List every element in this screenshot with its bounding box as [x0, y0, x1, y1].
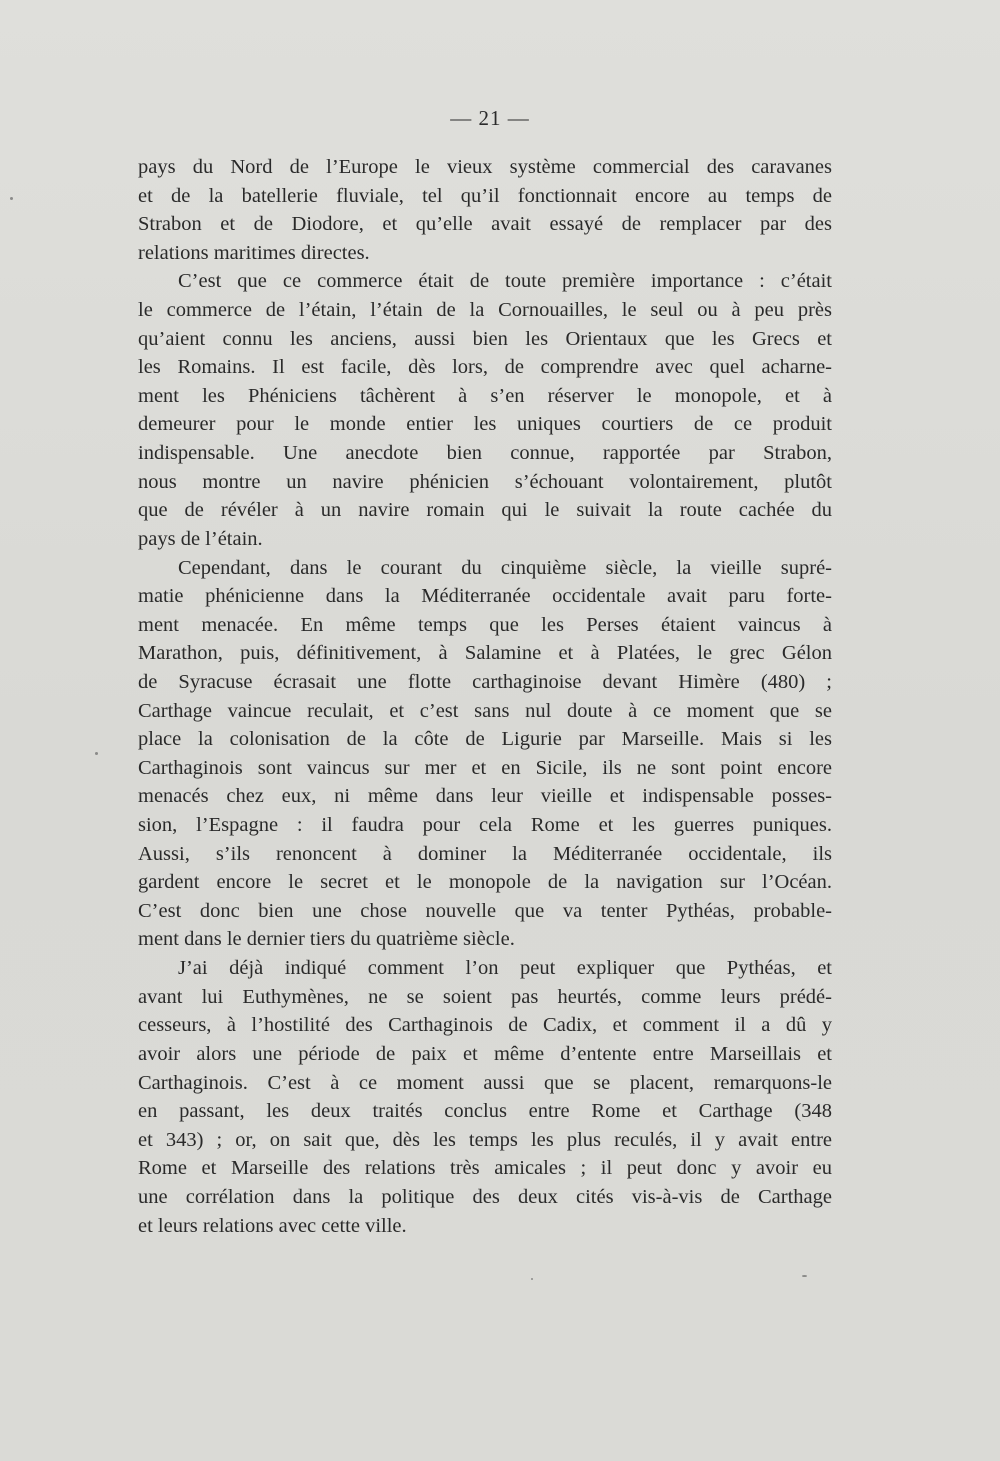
- text-line: une corrélation dans la politique des deux cités vis-à-vis de Carthage: [138, 1185, 832, 1208]
- paragraph: [138, 153, 832, 267]
- text-line: avoir alors une période de paix et même d’entente entre Marseillais et: [138, 1042, 832, 1065]
- text-line: pays de l’étain.: [138, 527, 263, 550]
- text-line: Rome et Marseille des relations très amicales ; il peut donc y avoir eu: [138, 1157, 832, 1180]
- text-line: J’ai déjà indiqué comment l’on peut expliquer que Pythéas, et: [178, 957, 832, 980]
- text-line: de Syracuse écrasait une flotte carthaginoise devant Himère (480) ;: [138, 670, 832, 693]
- text-line: menacés chez eux, ni même dans leur vieille et indispensable posses-: [138, 785, 832, 808]
- text-line: qu’aient connu les anciens, aussi bien les Orientaux que les Grecs et: [138, 327, 832, 350]
- text-line: cesseurs, à l’hostilité des Carthaginois de Cadix, et comment il a dû y: [138, 1014, 832, 1037]
- body-text: [138, 153, 832, 1240]
- text-line: C’est donc bien une chose nouvelle que va tenter Pythéas, probable-: [138, 899, 832, 922]
- text-line: Marathon, puis, définitivement, à Salamine et à Platées, le grec Gélon: [138, 642, 832, 665]
- text-line: sion, l’Espagne : il faudra pour cela Rome et les guerres puniques.: [138, 814, 832, 837]
- text-line: gardent encore le secret et le monopole de la navigation sur l’Océan.: [138, 871, 832, 894]
- text-line: ment menacée. En même temps que les Perses étaient vaincus à: [138, 613, 832, 636]
- text-line: le commerce de l’étain, l’étain de la Cornouailles, le seul ou à peu près: [138, 299, 832, 322]
- text-line: Carthaginois. C’est à ce moment aussi que se placent, remarquons-le: [138, 1071, 832, 1094]
- text-line: avant lui Euthymènes, ne se soient pas heurtés, comme leurs prédé-: [138, 985, 832, 1008]
- page-number: — 21 —: [450, 106, 530, 130]
- text-line: et 343) ; or, on sait que, dès les temps les plus reculés, il y avait entre: [138, 1128, 832, 1151]
- text-line: place la colonisation de la côte de Ligurie par Marseille. Mais si les: [138, 728, 832, 751]
- ink-speck: [802, 1275, 807, 1277]
- text-line: Aussi, s’ils renoncent à dominer la Méditerranée occidentale, ils: [138, 842, 832, 865]
- ink-speck: [10, 197, 13, 200]
- text-line: Strabon et de Diodore, et qu’elle avait essayé de remplacer par des: [138, 213, 832, 236]
- text-line: et leurs relations avec cette ville.: [138, 1214, 407, 1237]
- paragraph: [138, 554, 832, 955]
- paragraph: [138, 267, 832, 553]
- text-line: pays du Nord de l’Europe le vieux système commercial des caravanes: [138, 156, 832, 178]
- text-line: ment les Phéniciens tâchèrent à s’en réserver le monopole, et à: [138, 384, 832, 407]
- text-line: ment dans le dernier tiers du quatrième siècle.: [138, 928, 515, 951]
- text-line: et de la batellerie fluviale, tel qu’il fonctionnait encore au temps de: [138, 184, 832, 207]
- paragraph: [138, 954, 832, 1240]
- text-line: Carthage vaincue reculait, et c’est sans nul doute à ce moment que se: [138, 699, 832, 722]
- text-line: C’est que ce commerce était de toute première importance : c’était: [178, 270, 832, 293]
- text-line: indispensable. Une anecdote bien connue, rapportée par Strabon,: [138, 442, 832, 465]
- ink-speck: [531, 1278, 533, 1280]
- text-line: demeurer pour le monde entier les uniques courtiers de ce produit: [138, 413, 832, 436]
- text-line: les Romains. Il est facile, dès lors, de comprendre avec quel acharne-: [138, 356, 832, 379]
- text-line: en passant, les deux traités conclus entre Rome et Carthage (348: [138, 1100, 832, 1123]
- text-line: Cependant, dans le courant du cinquième siècle, la vieille supré-: [178, 556, 832, 579]
- text-line: matie phénicienne dans la Méditerranée occidentale avait paru forte-: [138, 585, 832, 608]
- text-line: Carthaginois sont vaincus sur mer et en Sicile, ils ne sont point encore: [138, 756, 832, 779]
- text-line: relations maritimes directes.: [138, 241, 370, 264]
- text-line: nous montre un navire phénicien s’échouant volontairement, plutôt: [138, 470, 832, 493]
- ink-speck: [95, 752, 98, 755]
- text-line: que de révéler à un navire romain qui le suivait la route cachée du: [138, 499, 832, 522]
